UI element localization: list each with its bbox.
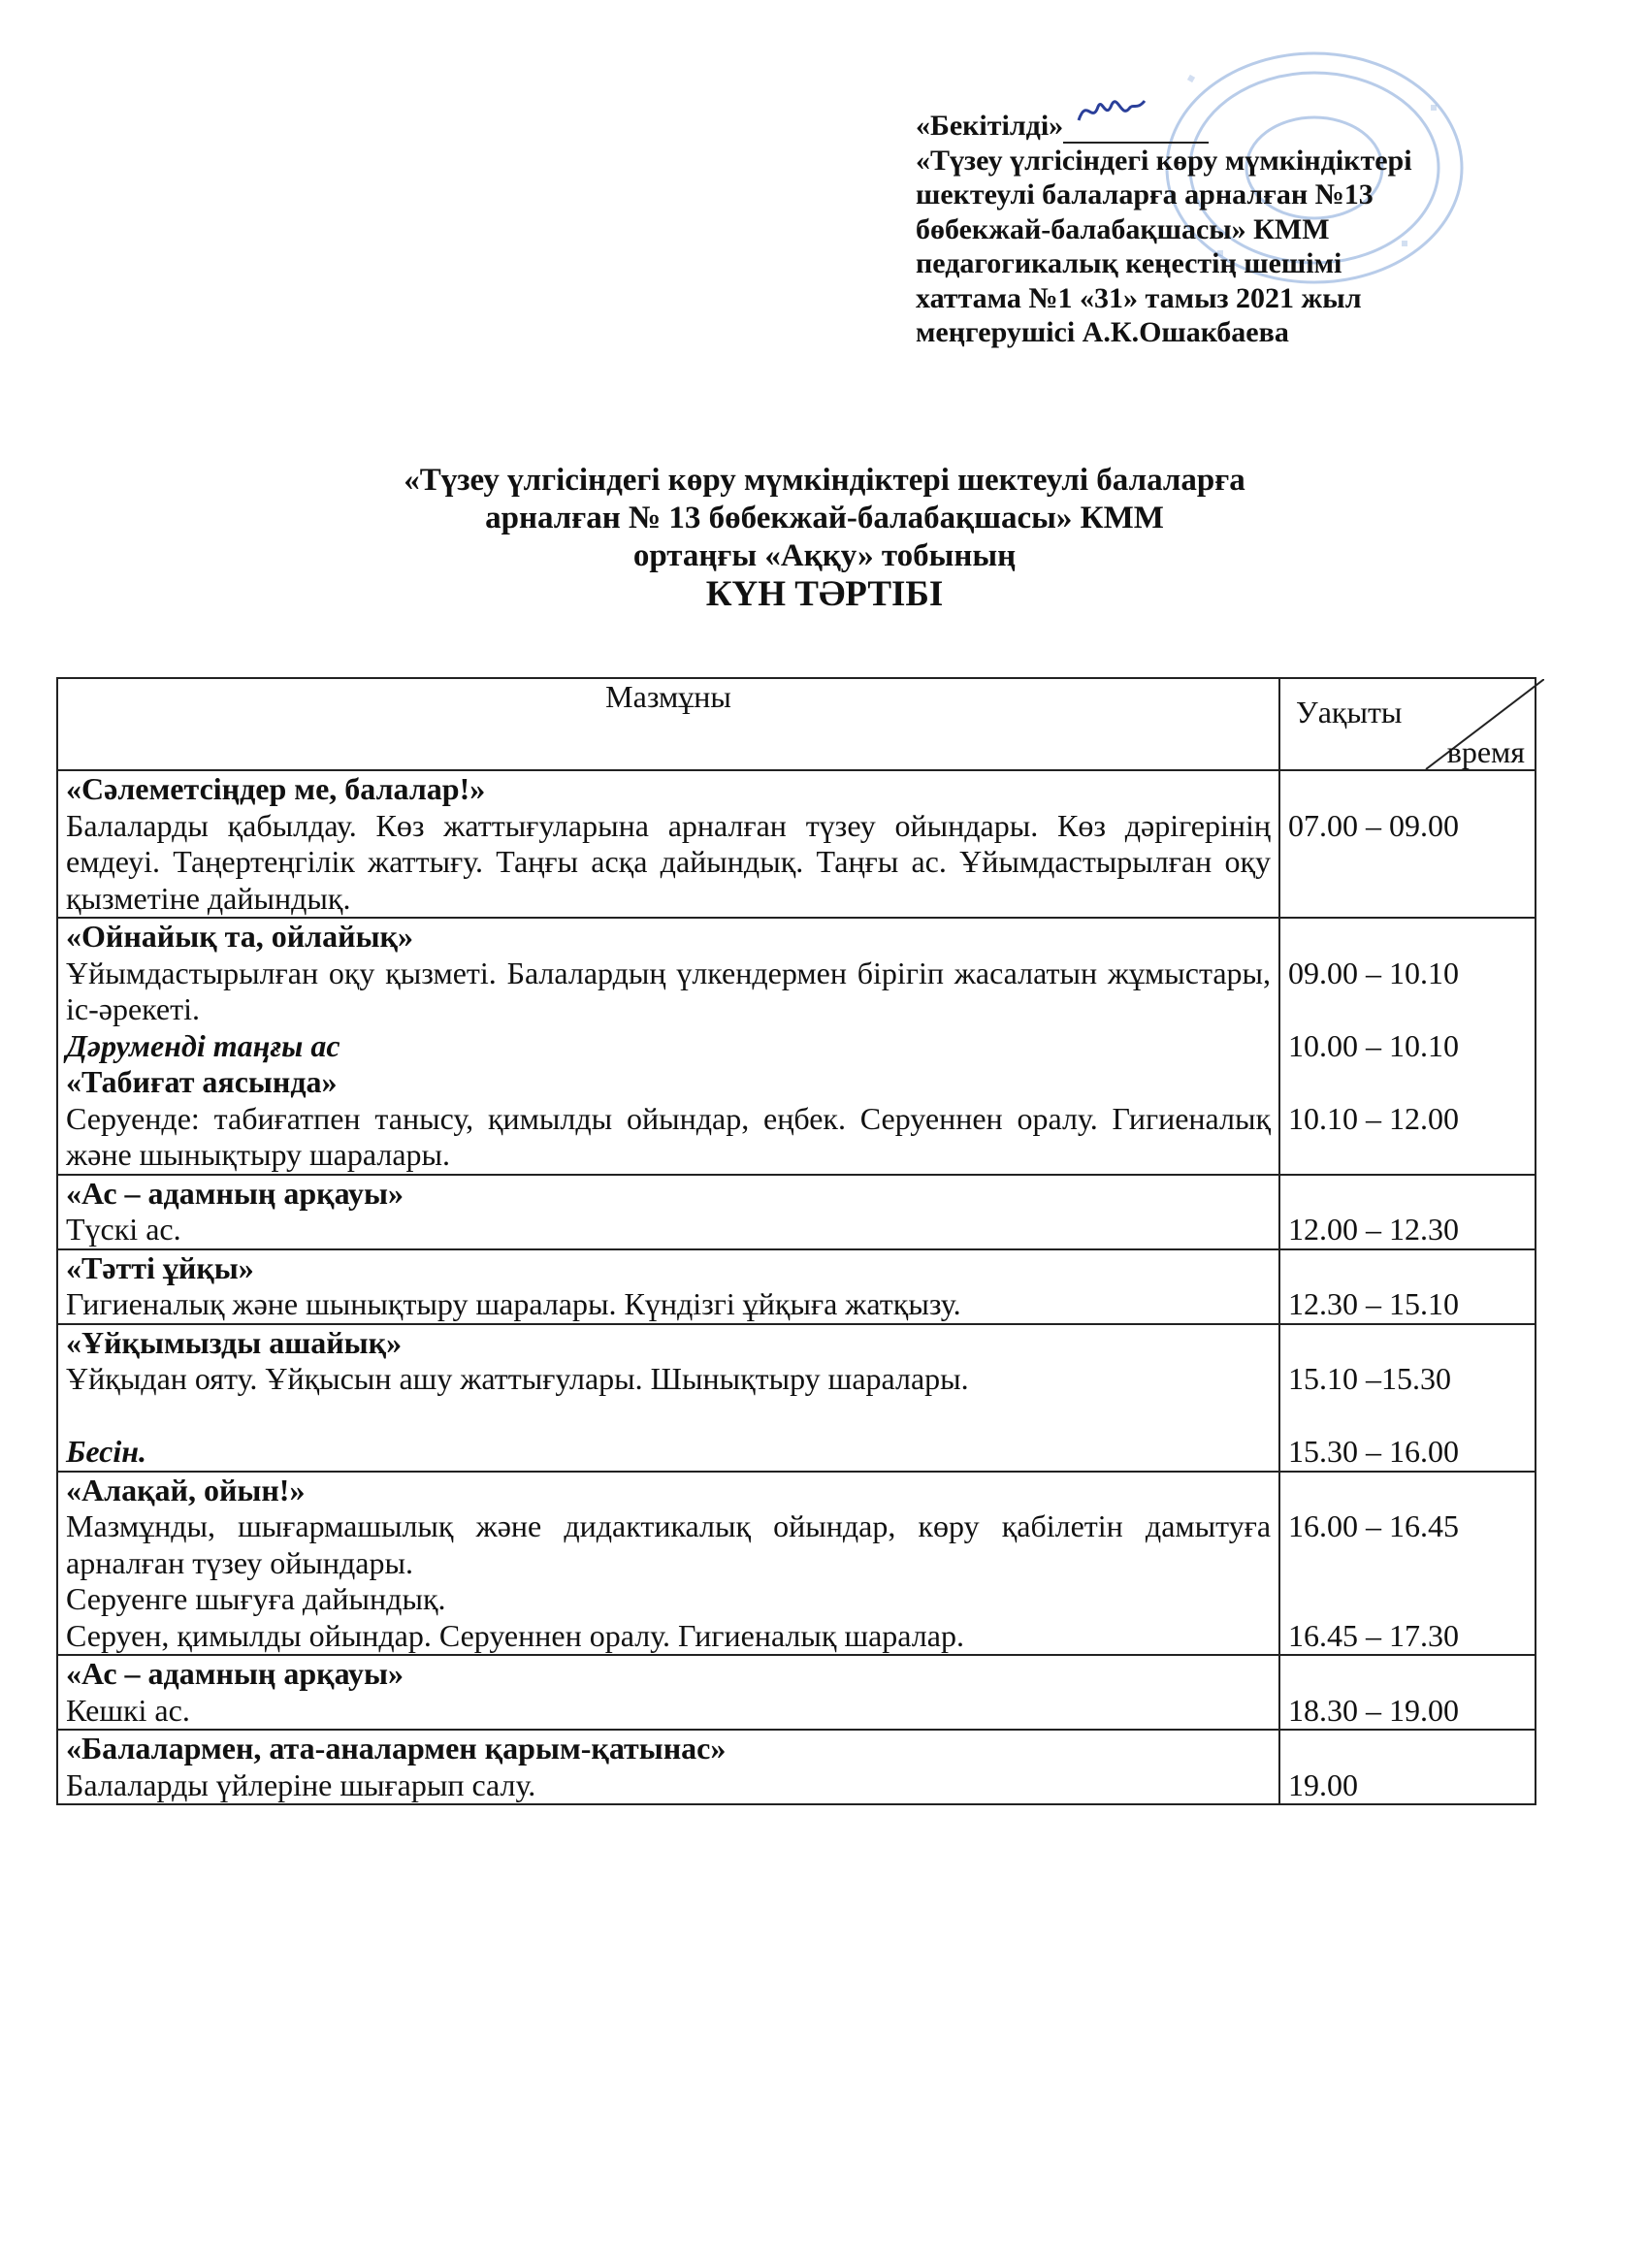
title-line-4: КҮН ТӘРТІБІ: [705, 574, 944, 614]
title-line-1: «Түзеу үлгісіндегі көру мүмкіндіктері шектеулі балаларға: [404, 463, 1245, 498]
approval-line-2: шектеулі балаларға арналған №13: [916, 178, 1374, 211]
section-title: «Алақай, ойын!»: [66, 1472, 306, 1507]
section-line-2: Серуенге шығуға дайындық.: [66, 1581, 446, 1616]
title-line-2: арналған № 13 бөбекжай-балабақшасы» КММ: [485, 501, 1164, 535]
header-content: Мазмұны: [57, 678, 1279, 770]
time-value: 09.00 – 10.10: [1288, 955, 1460, 990]
section-title: «Ұйқымызды ашайық»: [66, 1324, 403, 1360]
table-row: [57, 1175, 1536, 1249]
table-row: [57, 770, 1536, 918]
row-content: [57, 918, 1279, 1175]
header-time-ru: время: [1446, 734, 1525, 769]
section-subtext: Серуенде: табиғатпен танысу, қимылды ойындар, еңбек. Серуеннен оралу. Гигиеналық және шынықтыру шаралары.: [66, 1100, 1272, 1172]
table-row: [57, 1655, 1536, 1730]
row-content: [57, 1249, 1279, 1324]
approval-block: [916, 109, 1536, 350]
section-title: «Ойнайық та, ойлайық»: [66, 919, 413, 954]
section-text: Мазмұнды, шығармашылық және дидактикалық ойындар, көру қабілетін дамытуға арналған түзеу ойындары.: [66, 1508, 1272, 1580]
table-row: [57, 1472, 1536, 1656]
section-title: «Ас – адамның арқауы»: [66, 1175, 404, 1211]
approved-label: «Бекітілді»: [916, 110, 1064, 142]
time-value: 15.10 –15.30: [1288, 1361, 1452, 1396]
section-text: Ұйқыдан ояту. Ұйқысын ашу жаттығулары. Шынықтыру шаралары.: [66, 1361, 969, 1396]
time-value: 10.10 – 12.00: [1288, 1100, 1460, 1136]
section-text: Балаларды үйлеріне шығарып салу.: [66, 1766, 536, 1802]
signature-line: [1063, 113, 1209, 144]
section-text: Балаларды қабылдау. Көз жаттығуларына арналған түзеу ойындары. Көз дәрігерінің емдеуі. Таңертеңгілік жаттығу. Таңғы асқа дайындық. Таңғы ас. Ұйымдастырылған оқу қызметіне дайындық.: [66, 807, 1272, 916]
approval-line-3: бөбекжай-балабақшасы» КММ: [916, 212, 1330, 245]
section-text: Түскі ас.: [66, 1212, 181, 1247]
section-title: «Балалармен, ата-аналармен қарым-қатынас»: [66, 1731, 727, 1766]
approval-line-5: хаттама №1 «31» тамыз 2021 жыл: [916, 281, 1362, 314]
row-time: [1279, 918, 1536, 1175]
row-time: [1279, 1730, 1536, 1804]
approval-header: [916, 109, 1536, 144]
row-time: [1279, 1655, 1536, 1730]
table-row: [57, 1249, 1536, 1324]
section-italic: Бесін.: [66, 1434, 146, 1469]
row-time: [1279, 1472, 1536, 1656]
time-value: 16.45 – 17.30: [1288, 1617, 1460, 1653]
row-time: [1279, 1249, 1536, 1324]
row-content: [57, 1472, 1279, 1656]
section-title: «Ас – адамның арқауы»: [66, 1656, 404, 1691]
header-time-kz: Уақыты: [1296, 695, 1403, 729]
row-time: [1279, 1324, 1536, 1472]
row-content: [57, 770, 1279, 918]
approval-line-1: «Түзеу үлгісіндегі көру мүмкіндіктері: [916, 144, 1412, 177]
time-value: 12.30 – 15.10: [1288, 1286, 1460, 1321]
row-content: [57, 1655, 1279, 1730]
header-time: [1279, 678, 1536, 770]
schedule-table: [56, 677, 1536, 1805]
approval-line-6: меңгерушісі А.К.Ошакбаева: [916, 316, 1289, 348]
time-value: 19.00: [1288, 1766, 1359, 1802]
table-row: [57, 1324, 1536, 1472]
approval-line-4: педагогикалық кеңестің шешімі: [916, 247, 1342, 279]
time-value: 07.00 – 09.00: [1288, 807, 1460, 843]
row-time: [1279, 770, 1536, 918]
section-italic: Дәруменді таңғы ас: [66, 1027, 340, 1063]
time-value: 16.00 – 16.45: [1288, 1508, 1460, 1543]
time-value: 10.00 – 10.10: [1288, 1027, 1460, 1063]
section-line-3: Серуен, қимылды ойындар. Серуеннен оралу. Гигиеналық шаралар.: [66, 1617, 964, 1653]
title-line-3: ортаңғы «Аққу» тобының: [632, 538, 1017, 573]
table-row: [57, 918, 1536, 1175]
row-content: [57, 1730, 1279, 1804]
section-title: «Тәтті ұйқы»: [66, 1249, 254, 1285]
section-text: Ұйымдастырылған оқу қызметі. Балалардың үлкендермен бірігіп жасалатын жұмыстары, іс-әрекеті.: [66, 955, 1272, 1026]
section-title: «Сәлеметсіңдер ме, балалар!»: [66, 771, 486, 806]
signature-icon: [1073, 91, 1150, 134]
time-value: 18.30 – 19.00: [1288, 1692, 1460, 1728]
table-row: [57, 1730, 1536, 1804]
table-header-row: [57, 678, 1536, 770]
time-value: 15.30 – 16.00: [1288, 1434, 1460, 1469]
row-time: [1279, 1175, 1536, 1249]
section-subtitle: «Табиғат аясында»: [66, 1064, 338, 1099]
time-value: 12.00 – 12.30: [1288, 1212, 1460, 1247]
section-text: Кешкі ас.: [66, 1692, 190, 1728]
row-content: [57, 1324, 1279, 1472]
row-content: [57, 1175, 1279, 1249]
document-title: [0, 462, 1649, 613]
section-text: Гигиеналық және шынықтыру шаралары. Күндізгі ұйқыға жатқызу.: [66, 1286, 961, 1321]
